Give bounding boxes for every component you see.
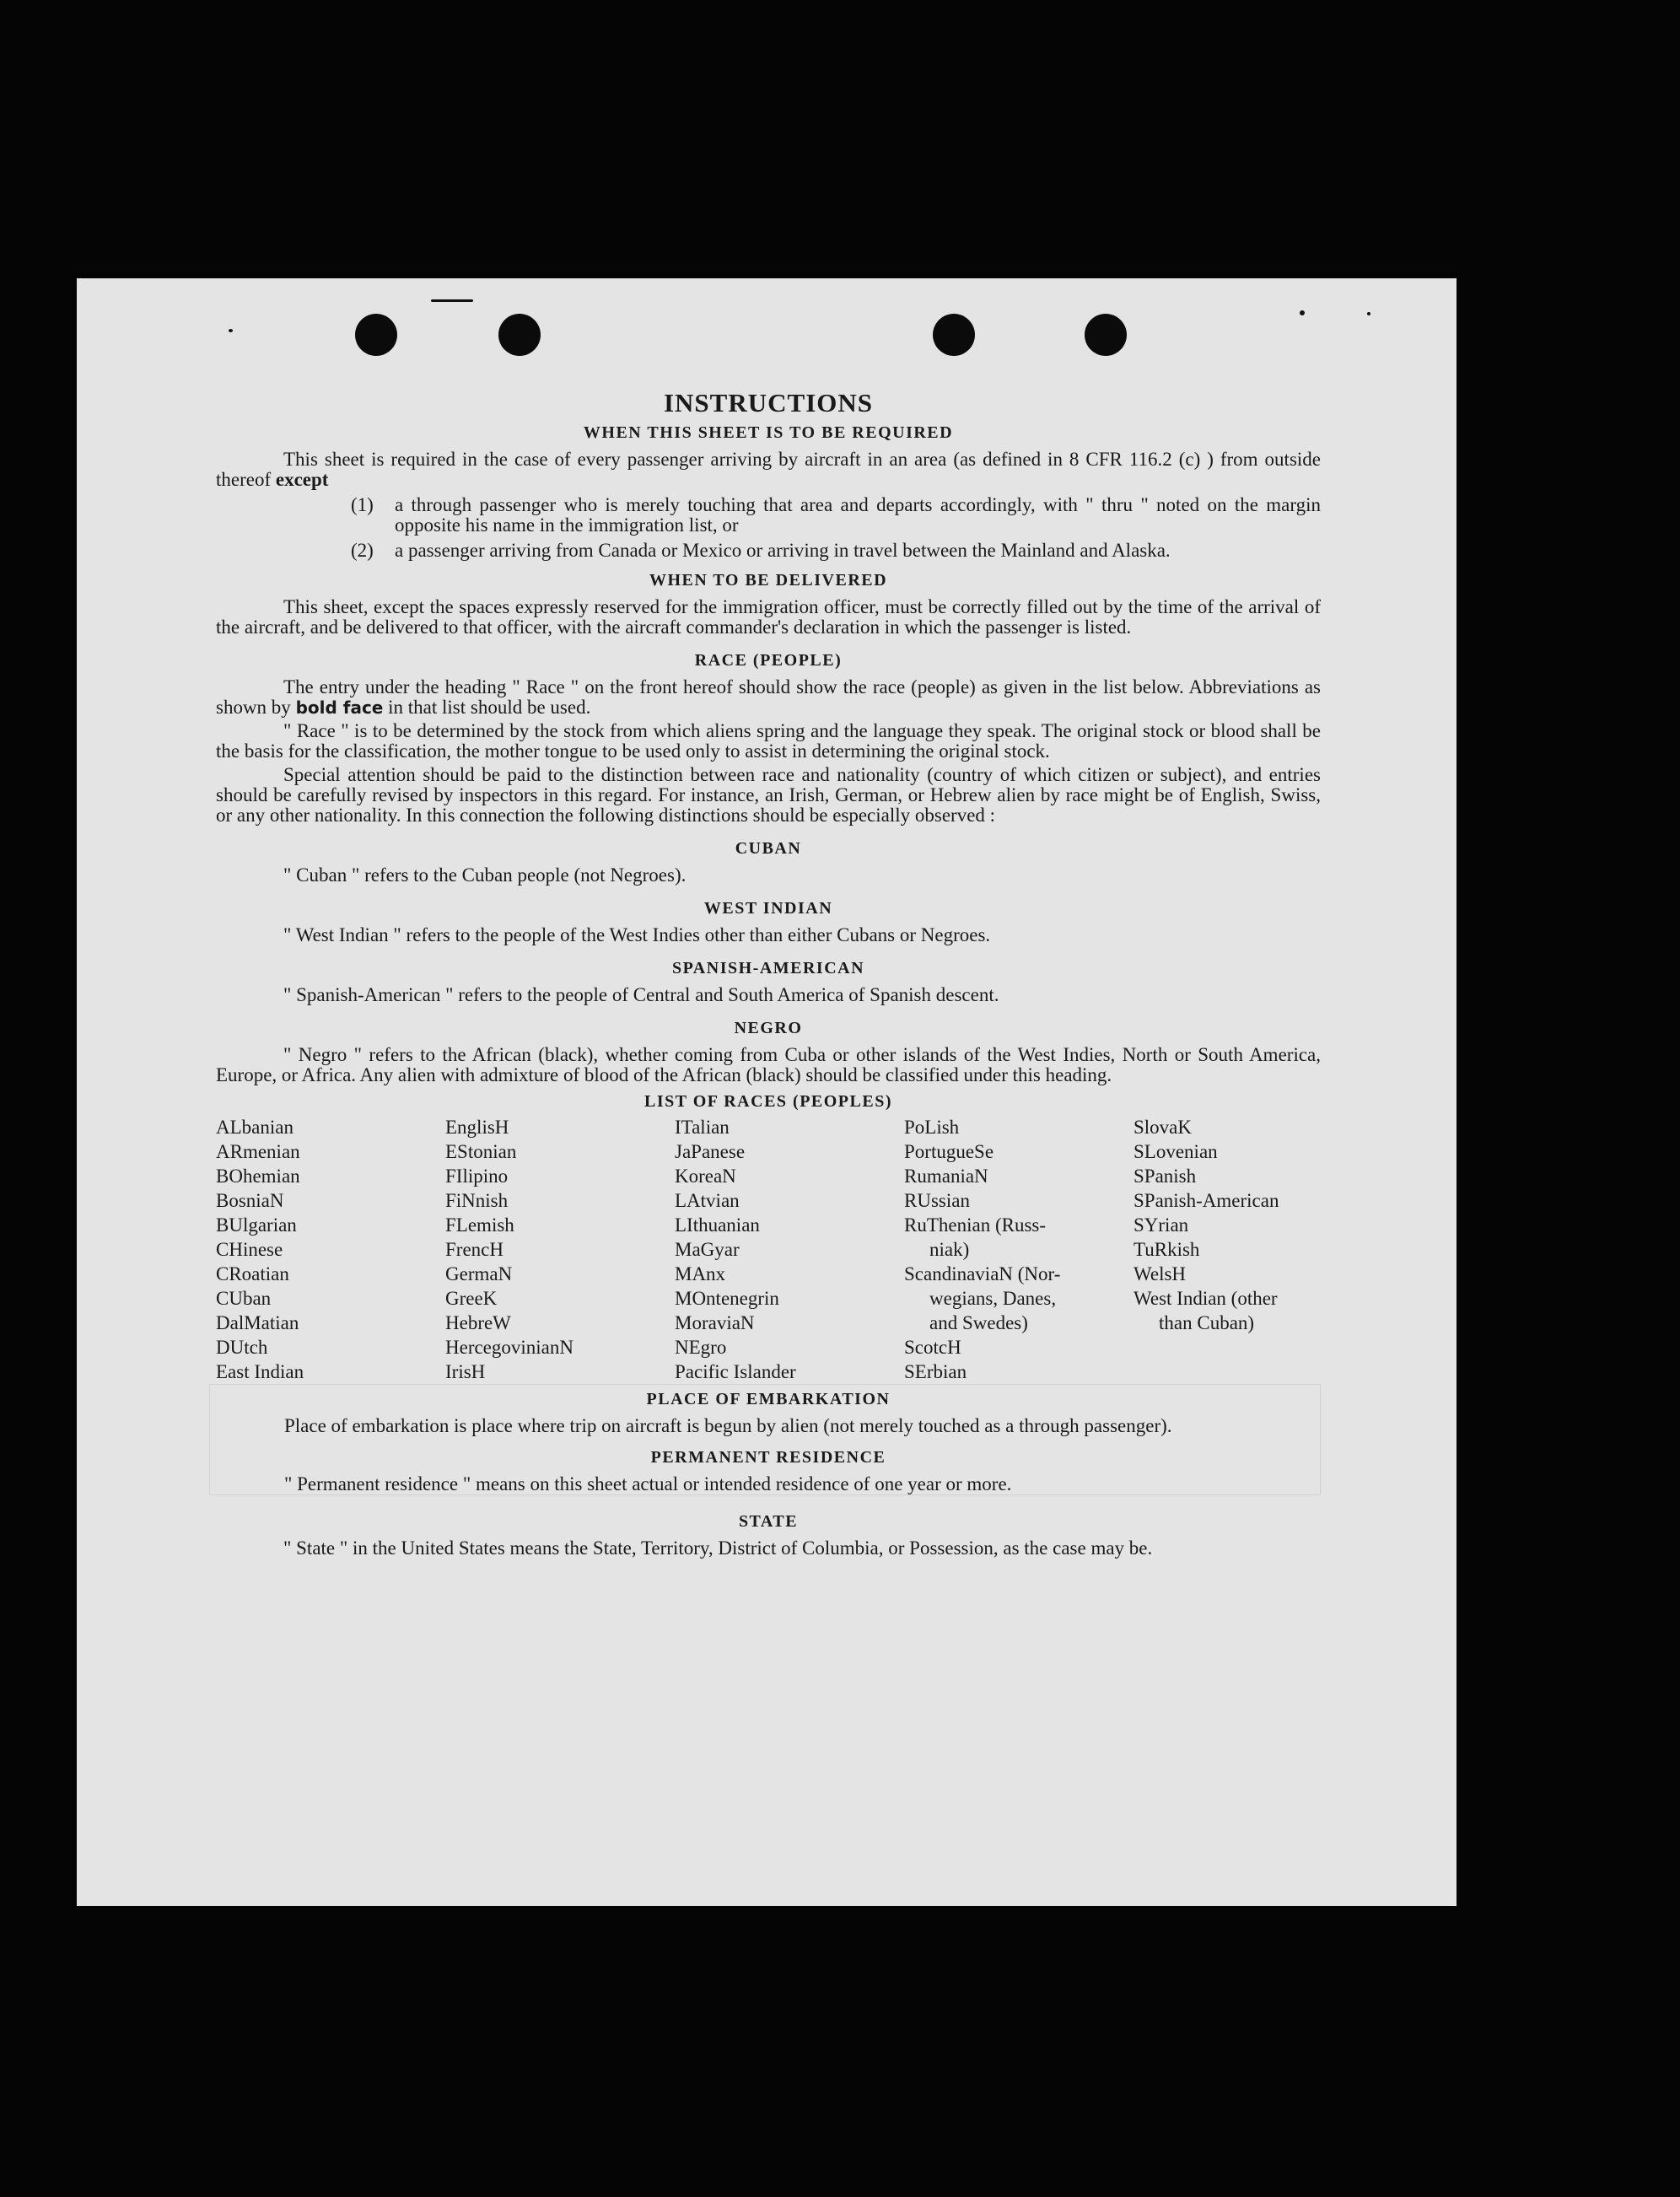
- section-heading: LIST OF RACES (PEOPLES): [643, 1092, 892, 1111]
- section-heading: WEST INDIAN: [703, 899, 833, 918]
- race-item: ARmenian: [216, 1141, 300, 1162]
- race-item: SLovenian: [1133, 1141, 1218, 1162]
- race-item: WelsH: [1133, 1263, 1187, 1284]
- race-column: [904, 1115, 1133, 1384]
- race-column: [1133, 1115, 1363, 1384]
- section-heading: WHEN TO BE DELIVERED: [649, 571, 888, 590]
- speck: [1300, 310, 1305, 315]
- paragraph: " West Indian " refers to the people of the West Indies other than either Cubans or Negroes.: [283, 924, 991, 945]
- bold-text: except: [275, 469, 329, 490]
- race-item: Pacific Islander: [675, 1361, 796, 1382]
- paragraph: " State " in the United States means the State, Territory, District of Columbia, or Possession, as the case may be.: [283, 1537, 1153, 1559]
- race-item: ScotcH: [904, 1337, 961, 1358]
- paragraph: Place of embarkation is place where trip on aircraft is begun by alien (not merely touched as a through passenger).: [284, 1415, 1172, 1436]
- embarkation-box: [209, 1384, 1321, 1495]
- race-item: CRoatian: [216, 1263, 289, 1284]
- paragraph: " Cuban " refers to the Cuban people (not Negroes).: [283, 864, 687, 886]
- race-item: and Swedes): [929, 1312, 1028, 1333]
- race-item: LIthuanian: [675, 1214, 760, 1236]
- list-item: [351, 541, 1321, 561]
- race-item: IrisH: [445, 1361, 486, 1382]
- section-heading: RACE (PEOPLE): [694, 651, 843, 670]
- instructions-content: [216, 388, 1321, 1559]
- race-item: RumaniaN: [904, 1166, 988, 1187]
- race-item: SErbian: [904, 1361, 967, 1382]
- race-item: RuThenian (Russ-: [904, 1214, 1047, 1236]
- race-item: MOntenegrin: [675, 1288, 779, 1309]
- race-item: East Indian: [216, 1361, 304, 1382]
- paragraph: " Negro " refers to the African (black), whether coming from Cuba or other islands of the West Indies, North or South America, Europe, or Africa. Any alien with admixture of blood of the African (black) should be classified under this heading.: [216, 1044, 1321, 1085]
- race-item: LAtvian: [675, 1190, 740, 1211]
- race-item: West Indian (other: [1133, 1288, 1278, 1309]
- race-item: KoreaN: [675, 1166, 736, 1187]
- race-item: BOhemian: [216, 1166, 300, 1187]
- race-item: TuRkish: [1133, 1239, 1200, 1260]
- race-item: BosniaN: [216, 1190, 284, 1211]
- race-item: GreeK: [445, 1288, 498, 1309]
- item-text: a passenger arriving from Canada or Mexico or arriving in travel between the Mainland and Alaska.: [395, 540, 1171, 561]
- race-item: FLemish: [445, 1214, 514, 1236]
- paragraph: " Race " is to be determined by the stock from which aliens spring and the language they speak. The original stock or blood shall be the basis for the classification, the mother tongue to be used only to assist in determining the original stock.: [216, 720, 1321, 762]
- paragraph: [216, 677, 1321, 718]
- section-heading: CUBAN: [735, 839, 802, 858]
- paragraph: This sheet, except the spaces expressly reserved for the immigration officer, must be correctly filled out by the time of the arrival of the aircraft, and be delivered to that officer, with the aircraft commander's declaration in which the passenger is listed.: [216, 596, 1321, 638]
- paragraph-text: The entry under the heading " Race " on the front hereof should show the race (people) as given in the list below. Abbreviations as shown by: [216, 676, 1321, 718]
- speck: [229, 329, 233, 332]
- punch-hole: [1085, 314, 1127, 356]
- race-item: SPanish: [1133, 1166, 1197, 1187]
- section-heading: NEGRO: [734, 1019, 803, 1037]
- section-heading: PERMANENT RESIDENCE: [650, 1448, 886, 1467]
- race-item: FIlipino: [445, 1166, 509, 1187]
- race-item: EStonian: [445, 1141, 517, 1162]
- punch-hole: [498, 314, 541, 356]
- race-item: RUssian: [904, 1190, 970, 1211]
- speck: [1367, 312, 1370, 315]
- race-item: ScandinaviaN (Nor-: [904, 1263, 1061, 1284]
- item-text: a through passenger who is merely touching that area and departs accordingly, with " thru " noted on the margin opposite his name in the immigration list, or: [395, 494, 1321, 536]
- race-column: [445, 1115, 675, 1384]
- race-item: MoraviaN: [675, 1312, 755, 1333]
- race-item: HebreW: [445, 1312, 511, 1333]
- paragraph-text: This sheet is required in the case of every passenger arriving by aircraft in an area (as defined in 8 CFR 116.2 (c) ) from outside thereof: [216, 449, 1321, 490]
- race-item: GermaN: [445, 1263, 513, 1284]
- section-heading: WHEN THIS SHEET IS TO BE REQUIRED: [583, 423, 954, 442]
- race-list: [216, 1115, 1321, 1384]
- race-item: SYrian: [1133, 1214, 1189, 1236]
- race-item: FrencH: [445, 1239, 503, 1260]
- bold-text: bold face: [295, 697, 384, 718]
- race-item: than Cuban): [1159, 1312, 1255, 1333]
- paragraph-text: in that list should be used.: [388, 697, 591, 718]
- race-item: SlovaK: [1133, 1117, 1192, 1138]
- section-heading: PLACE OF EMBARKATION: [646, 1390, 891, 1408]
- race-item: HercegovinianN: [445, 1337, 573, 1358]
- race-item: MAnx: [675, 1263, 726, 1284]
- race-item: BUlgarian: [216, 1214, 297, 1236]
- race-item: PortugueSe: [904, 1141, 994, 1162]
- item-number: (1): [351, 494, 374, 515]
- item-number: (2): [351, 540, 374, 561]
- race-item: PoLish: [904, 1117, 960, 1138]
- page-title: INSTRUCTIONS: [663, 388, 873, 417]
- punch-hole: [355, 314, 397, 356]
- race-item: wegians, Danes,: [929, 1288, 1057, 1309]
- race-item: FiNnish: [445, 1190, 509, 1211]
- race-item: SPanish-American: [1133, 1190, 1279, 1211]
- race-column: [675, 1115, 904, 1384]
- paragraph: Special attention should be paid to the distinction between race and nationality (country of which citizen or subject), and entries should be carefully revised by inspectors in this regard. For instance, an Irish, German, or Hebrew alien by race might be of English, Swiss, or any other nationality. In this connection the following distinctions should be especially observed :: [216, 764, 1321, 826]
- paragraph: [216, 450, 1321, 490]
- section-heading: STATE: [738, 1512, 799, 1531]
- section-heading: SPANISH-AMERICAN: [671, 959, 865, 977]
- race-item: DalMatian: [216, 1312, 299, 1333]
- punch-hole: [933, 314, 975, 356]
- race-column: [216, 1115, 445, 1384]
- document-sheet: [77, 278, 1457, 1906]
- paragraph: " Permanent residence " means on this sheet actual or intended residence of one year or more.: [284, 1473, 1012, 1494]
- race-item: NEgro: [675, 1337, 727, 1358]
- race-item: CUban: [216, 1288, 272, 1309]
- race-item: CHinese: [216, 1239, 283, 1260]
- race-item: DUtch: [216, 1337, 268, 1358]
- speck: [431, 299, 473, 302]
- race-item: ALbanian: [216, 1117, 293, 1138]
- race-item: ITalian: [675, 1117, 730, 1138]
- race-item: JaPanese: [675, 1141, 746, 1162]
- race-item: EnglisH: [445, 1117, 509, 1138]
- race-item: niak): [929, 1239, 970, 1260]
- list-item: [351, 495, 1321, 536]
- paragraph: " Spanish-American " refers to the people of Central and South America of Spanish descent.: [283, 984, 999, 1005]
- race-item: MaGyar: [675, 1239, 740, 1260]
